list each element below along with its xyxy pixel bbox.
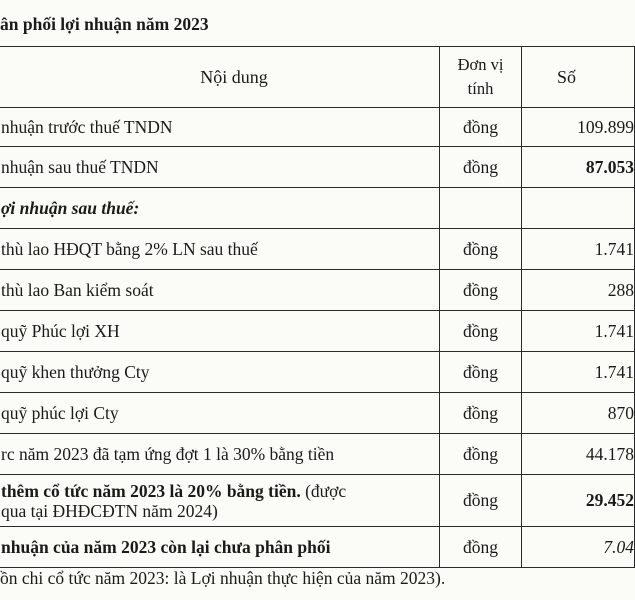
table-row <box>0 108 635 147</box>
row-value: 87.053 <box>522 147 635 188</box>
row-unit <box>440 188 522 229</box>
row-unit: đồng <box>440 434 522 475</box>
row-desc-rest: (được <box>300 481 347 501</box>
row-unit: đồng <box>440 527 522 568</box>
table-row <box>0 434 635 475</box>
row-desc-bold: thêm cổ tức năm 2023 là 20% bằng tiền. <box>1 481 301 501</box>
header-unit-line2: tính <box>467 79 494 98</box>
table-header-row <box>0 47 635 108</box>
row-value <box>522 188 635 229</box>
table-row <box>0 393 635 434</box>
row-desc: ợi nhuận sau thuế: <box>0 188 440 229</box>
profit-distribution-table <box>0 46 635 568</box>
table-row <box>0 475 635 527</box>
row-unit: đồng <box>440 475 522 527</box>
row-desc-line2: qua tại ĐHĐCĐTN năm 2024) <box>1 501 218 521</box>
table-row <box>0 527 635 568</box>
row-desc: nhuận của năm 2023 còn lại chưa phân phối <box>0 527 440 568</box>
header-value: Số <box>522 47 635 108</box>
row-unit: đồng <box>440 311 522 352</box>
row-desc: nhuận sau thuế TNDN <box>0 147 440 188</box>
row-value: 1.741 <box>522 352 635 393</box>
row-desc: quỹ phúc lợi Cty <box>0 393 440 434</box>
row-desc: quỹ khen thưởng Cty <box>0 352 440 393</box>
row-unit: đồng <box>440 393 522 434</box>
row-desc: nhuận trước thuế TNDN <box>0 108 440 147</box>
table-row <box>0 147 635 188</box>
row-desc: thù lao HĐQT bằng 2% LN sau thuế <box>0 229 440 270</box>
row-unit: đồng <box>440 229 522 270</box>
row-unit: đồng <box>440 147 522 188</box>
row-value: 288 <box>522 270 635 311</box>
header-unit <box>440 47 522 108</box>
row-value: 29.452 <box>522 475 635 527</box>
row-unit: đồng <box>440 352 522 393</box>
row-desc: thù lao Ban kiểm soát <box>0 270 440 311</box>
table-row <box>0 311 635 352</box>
page-title: ân phối lợi nhuận năm 2023 <box>0 14 209 34</box>
header-content: Nội dung <box>0 47 440 108</box>
row-value: 870 <box>522 393 635 434</box>
row-value: 109.899 <box>522 108 635 147</box>
row-unit: đồng <box>440 108 522 147</box>
row-unit: đồng <box>440 270 522 311</box>
footer-note: ồn chi cổ tức năm 2023: là Lợi nhuận thực hiện của năm 2023). <box>0 568 446 588</box>
table-row <box>0 270 635 311</box>
row-desc <box>0 475 440 527</box>
row-desc: rc năm 2023 đã tạm ứng đợt 1 là 30% bằng tiền <box>0 434 440 475</box>
row-value: 7.04 <box>522 527 635 568</box>
header-unit-line1: Đơn vị <box>457 55 504 74</box>
row-desc: quỹ Phúc lợi XH <box>0 311 440 352</box>
table-row <box>0 229 635 270</box>
row-value: 1.741 <box>522 311 635 352</box>
table-row <box>0 352 635 393</box>
table-row <box>0 188 635 229</box>
row-value: 1.741 <box>522 229 635 270</box>
row-value: 44.178 <box>522 434 635 475</box>
